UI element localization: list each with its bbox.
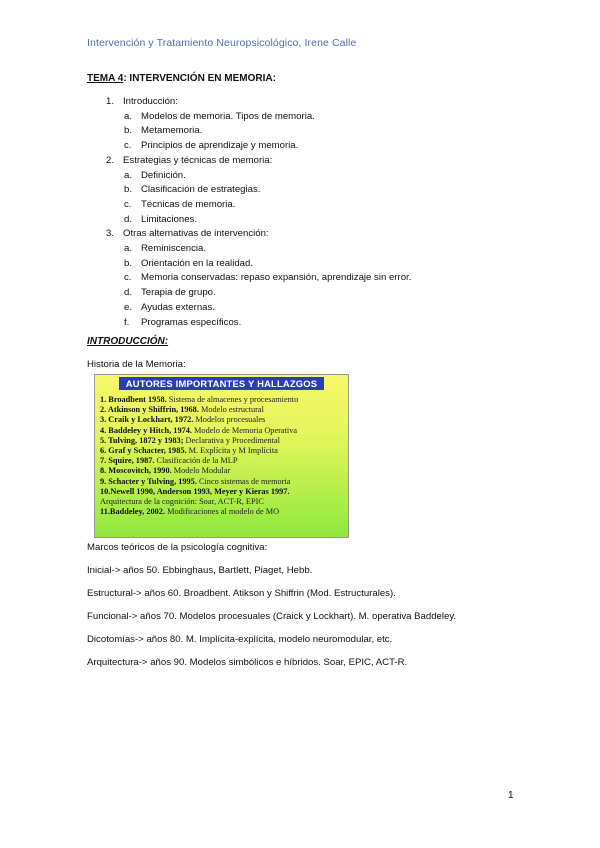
toc-subitem-letter: a. (124, 110, 133, 122)
figure-item-author: 9. Schacter y Tulving, 1995. (100, 476, 197, 486)
toc-subitem-letter: e. (124, 301, 133, 313)
figure-list-item (100, 456, 298, 466)
framework-paragraph: Dicotomías-> años 80. M. Implícita-explícita, modelo neuromodular, etc. (87, 634, 393, 645)
figure-item-author: 6. Graf y Schacter, 1985. (100, 446, 187, 456)
section-heading-introduccion: INTRODUCCIÓN: (87, 336, 169, 347)
toc-item-number: 3. (106, 228, 115, 240)
figure-item-finding: Modelos procesuales (193, 415, 266, 425)
page-header: Intervención y Tratamiento Neuropsicológico, Irene Calle (87, 37, 357, 49)
toc-subitem-letter: a. (124, 169, 133, 181)
toc-subitem-label: Terapia de grupo. (141, 287, 216, 299)
figure-item-author: 2. Atkinson y Shiffrin, 1968. (100, 405, 199, 415)
figure-item-finding: Cinco sistemas de memoria (196, 476, 291, 486)
toc-subitem-letter: b. (124, 184, 133, 196)
history-label: Historia de la Memoria: (87, 359, 186, 370)
figure-list-item (100, 477, 298, 487)
figure-item-finding: M. Explícita y M Implícita (186, 446, 278, 456)
toc-subitem-label: Programas específicos. (141, 316, 242, 328)
figure-item-finding: Declarativa y Procedimental (183, 435, 280, 445)
figure-item-author: 4. Baddeley y Hitch, 1974. (100, 425, 192, 435)
toc-subitem-label: Orientación en la realidad. (141, 257, 253, 269)
toc-subitem-letter: b. (124, 125, 133, 137)
figure-list-item (100, 415, 298, 425)
toc-subitem-label: Metamemoria. (141, 125, 203, 137)
title-prefix: TEMA 4 (87, 73, 124, 84)
toc-subitem-letter: c. (124, 198, 132, 210)
figure-item-finding: Modelo de Memoria Operativa (191, 425, 298, 435)
authors-findings-figure (94, 374, 349, 538)
framework-paragraph: Estructural-> años 60. Broadbent. Atikson y Shiffrin (Mod. Estructurales). (87, 588, 396, 599)
toc-subitem-label: Ayudas externas. (141, 301, 215, 313)
figure-list-item (100, 436, 298, 446)
figure-item-author: 11.Baddeley, 2002. (100, 507, 166, 517)
toc-subitem-letter: d. (124, 287, 133, 299)
frameworks-heading: Marcos teóricos de la psicología cognitiva: (87, 542, 268, 553)
toc-item-label: Introducción: (123, 96, 178, 107)
figure-item-finding: Modelo Modular (171, 466, 231, 476)
figure-list-item (100, 405, 298, 415)
figure-list-item (100, 507, 298, 517)
toc-subitem-letter: c. (124, 272, 132, 284)
figure-list-item (100, 497, 298, 507)
framework-paragraph: Funcional-> años 70. Modelos procesuales (Craick y Lockhart). M. operativa Baddeley. (87, 611, 457, 622)
toc-item-label: Otras alternativas de intervención: (123, 228, 269, 240)
figure-item-finding: Arquitectura de la cognición: Soar, ACT-R, EPIC (100, 497, 264, 507)
toc-subitem-label: Reminiscencia. (141, 243, 207, 254)
toc-subitem-label: Modelos de memoria. Tipos de memoria. (141, 110, 315, 122)
figure-item-author: 3. Craik y Lockhart, 1972. (100, 415, 194, 425)
page-number: 1 (508, 790, 514, 801)
figure-item-finding: Clasificación de la MLP (154, 456, 238, 466)
figure-list-item (100, 446, 298, 456)
figure-item-author: 1. Broadbent 1958. (100, 395, 167, 404)
toc-subitem-letter: c. (124, 140, 132, 152)
figure-item-author: 5. Tulving, 1872 y 1983; (100, 435, 184, 445)
figure-list (100, 395, 298, 517)
toc-subitem-label: Clasificación de estrategias. (141, 184, 261, 196)
toc-subitem-label: Limitaciones. (141, 213, 197, 225)
framework-paragraph: Arquitectura-> años 90. Modelos simbólicos e híbridos. Soar, EPIC, ACT-R. (87, 657, 408, 668)
title-rest: : INTERVENCIÓN EN MEMORIA: (123, 73, 276, 84)
figure-title: AUTORES IMPORTANTES Y HALLAZGOS (119, 377, 324, 390)
figure-item-author: 10.Newell 1990, Anderson 1993, Meyer y Kieras 1997. (100, 486, 290, 496)
toc-subitem-label: Definición. (141, 169, 186, 181)
figure-list-item (100, 487, 298, 497)
toc-subitem-label: Memoria conservadas: repaso expansión, aprendizaje sin error. (141, 272, 412, 284)
toc-subitem-label: Principios de aprendizaje y memoria. (141, 140, 299, 152)
figure-list-item (100, 395, 298, 405)
figure-item-author: 8. Moscovitch, 1990. (100, 466, 172, 476)
toc-subitem-letter: a. (124, 243, 133, 254)
framework-paragraph: Inicial-> años 50. Ebbinghaus, Bartlett, Piaget, Hebb. (87, 565, 313, 576)
figure-list-item (100, 426, 298, 436)
page-title (87, 73, 276, 84)
toc-item-number: 1. (106, 96, 115, 107)
figure-item-finding: Sistema de almacenes y procesamiento (166, 395, 299, 404)
toc-subitem-letter: f. (124, 316, 130, 328)
toc-subitem-label: Técnicas de memoria. (141, 198, 236, 210)
toc-item-number: 2. (106, 154, 115, 166)
figure-item-author: 7. Squire, 1987. (100, 456, 155, 466)
toc-item-label: Estrategias y técnicas de memoria: (123, 154, 273, 166)
figure-item-finding: Modelo estructural (198, 405, 264, 415)
toc-subitem-letter: d. (124, 213, 133, 225)
figure-list-item (100, 466, 298, 476)
toc-subitem-letter: b. (124, 257, 133, 269)
figure-item-finding: Modificaciones al modelo de MO (165, 507, 280, 517)
